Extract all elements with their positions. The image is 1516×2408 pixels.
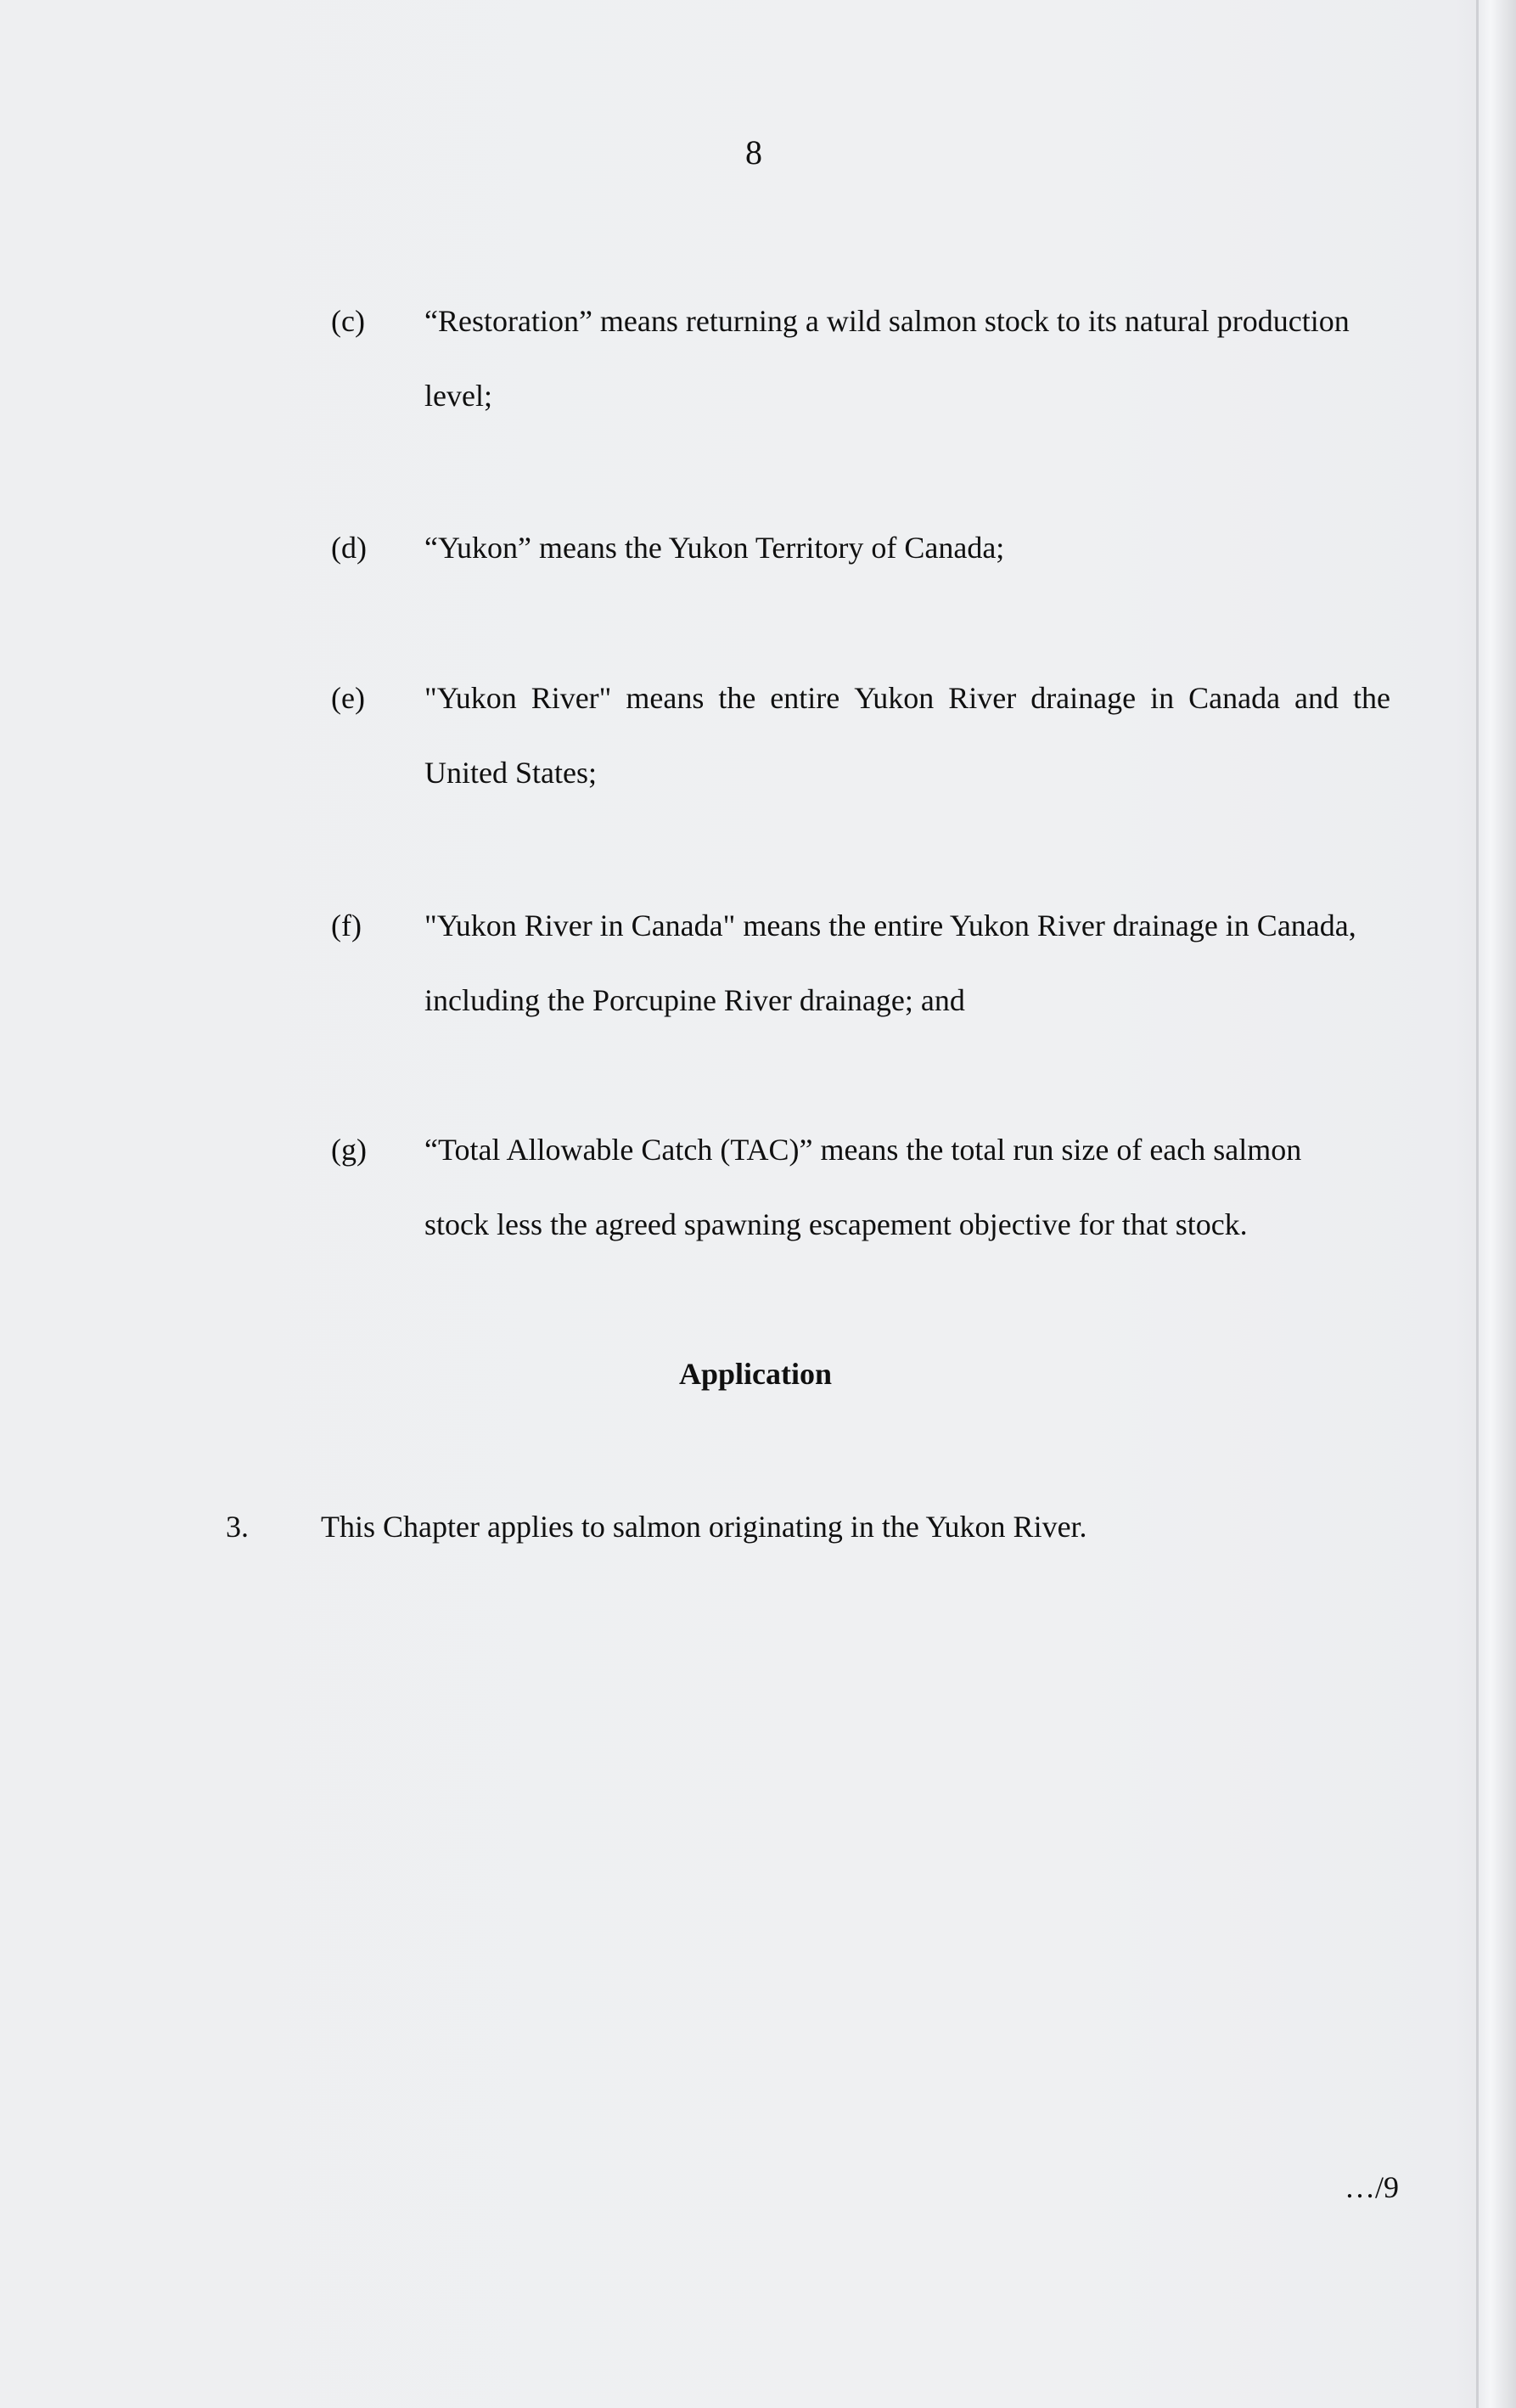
word: River" [531,681,612,715]
word: in [1150,681,1175,715]
definition-label: (f) [331,909,362,942]
page-number: 8 [745,133,762,172]
word: means [626,681,705,715]
page-edge-line [1476,0,1479,2408]
word: entire [770,681,840,715]
definition-label: (d) [331,531,367,565]
definition-text-line: including the Porcupine River drainage; and [424,983,965,1017]
word: Yukon [854,681,935,715]
word: the [1353,681,1390,715]
word: "Yukon [424,681,517,715]
word: the [718,681,756,715]
definition-label: (c) [331,304,365,338]
clause-text: This Chapter applies to salmon originating in the Yukon River. [321,1510,1087,1544]
definition-text-line: "Yukon River in Canada" means the entire Yukon River drainage in Canada, [424,909,1356,942]
continuation-marker: …/9 [1345,2170,1400,2204]
word: River [948,681,1017,715]
definition-label: (g) [331,1133,367,1167]
word: Canada [1188,681,1281,715]
word: and [1294,681,1339,715]
clause-number: 3. [226,1510,249,1544]
word: drainage [1030,681,1137,715]
definition-text-line: “Restoration” means returning a wild salmon stock to its natural production [424,304,1350,338]
definition-text-line: stock less the agreed spawning escapement objective for that stock. [424,1207,1248,1241]
definition-text-line [424,681,1390,715]
section-heading: Application [679,1357,833,1391]
definition-label: (e) [331,681,365,715]
definition-text-line: level; [424,379,492,413]
definition-text-line: “Yukon” means the Yukon Territory of Canada; [424,531,1005,565]
definition-text-line: “Total Allowable Catch (TAC)” means the total run size of each salmon [424,1133,1302,1167]
definition-text-line: United States; [424,756,597,790]
page-edge-shadow [1477,0,1516,2408]
